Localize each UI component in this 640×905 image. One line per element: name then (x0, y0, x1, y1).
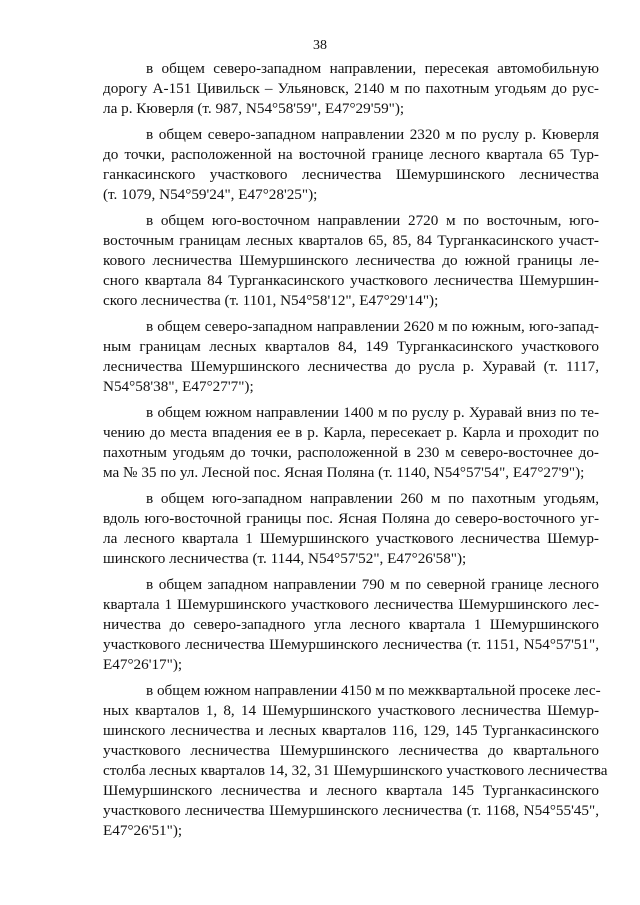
paragraph-1 (103, 59, 599, 119)
text-line: в общем южном направлении 1400 м по руслу р. Хуравай вниз по те- (146, 404, 599, 421)
text-line: в общем южном направлении 4150 м по межквартальной просеке лес- (146, 682, 601, 699)
paragraph-6 (103, 489, 599, 569)
text-line: ского лесничества (т. 1101, N54°58'12", E47°29'14"); (103, 292, 439, 309)
text-line: до точки, расположенной на восточной границе лесного квартала 65 Тур- (103, 146, 599, 163)
text-line: сного квартала 84 Турганкасинского участкового лесничества Шемуршин- (103, 272, 599, 289)
text-line: в общем северо-западном направлении 2320 м по руслу р. Кюверля (146, 126, 599, 143)
text-line: шинского лесничества и лесных кварталов 116, 129, 145 Турганкасинского (103, 722, 599, 739)
paragraph-8 (103, 681, 608, 841)
paragraph-2 (103, 125, 599, 205)
text-line: квартала 1 Шемуршинского участкового лесничества Шемуршинского лес- (103, 596, 599, 613)
text-line: в общем северо-западном направлении 2620 м по южным, юго-запад- (146, 318, 599, 335)
text-line: кового лесничества Шемуршинского лесничества до южной границы ле- (103, 252, 599, 269)
text-line: участкового лесничества Шемуршинского лесничества (т. 1151, N54°57'51", (103, 636, 599, 653)
text-line: в общем западном направлении 790 м по северной границе лесного (146, 576, 599, 593)
paragraph-7 (103, 575, 599, 675)
paragraph-4 (103, 317, 599, 397)
text-line: ганкасинского участкового лесничества Шемуршинского лесничества (103, 166, 599, 183)
text-line: ничества до северо-западного угла лесного квартала 1 Шемуршинского (103, 616, 599, 633)
text-line: чению до места впадения ее в р. Карла, пересекает р. Карла и проходит по (103, 424, 599, 441)
text-line: дорогу А-151 Цивильск – Ульяновск, 2140 м по пахотным угодьям до рус- (103, 80, 599, 97)
text-line: пахотным угодьям до точки, расположенной в 230 м северо-восточнее до- (103, 444, 599, 461)
text-line: лесничества Шемуршинского лесничества до русла р. Хуравай (т. 1117, (103, 358, 599, 375)
text-line: ла р. Кюверля (т. 987, N54°58'59", E47°29'59"); (103, 100, 405, 117)
text-line: в общем северо-западном направлении, пересекая автомобильную (146, 60, 599, 77)
text-line: участкового лесничества Шемуршинского лесничества (т. 1168, N54°55'45", (103, 802, 599, 819)
page-number: 38 (313, 38, 327, 53)
text-line: (т. 1079, N54°59'24", E47°28'25"); (103, 186, 318, 203)
text-line: Шемуршинского лесничества и лесного квартала 145 Турганкасинского (103, 782, 599, 799)
text-line: восточным границам лесных кварталов 65, 85, 84 Турганкасинского участ- (103, 232, 599, 249)
text-line: участкового лесничества Шемуршинского лесничества до квартального (103, 742, 599, 759)
text-line: N54°58'38", E47°27'7"); (103, 378, 254, 395)
text-line: ных кварталов 1, 8, 14 Шемуршинского участкового лесничества Шемур- (103, 702, 599, 719)
text-line: шинского лесничества (т. 1144, N54°57'52", E47°26'58"); (103, 550, 467, 567)
text-line: в общем юго-западном направлении 260 м по пахотным угодьям, (146, 490, 599, 507)
text-line: E47°26'17"); (103, 656, 183, 673)
body-text (103, 59, 608, 847)
paragraph-3 (103, 211, 599, 311)
text-line: ным границам лесных кварталов 84, 149 Турганкасинского участкового (103, 338, 599, 355)
text-line: E47°26'51"); (103, 822, 183, 839)
text-line: ма № 35 по ул. Лесной пос. Ясная Поляна (т. 1140, N54°57'54", E47°27'9"); (103, 464, 585, 481)
text-line: вдоль юго-восточной границы пос. Ясная Поляна до северо-восточного уг- (103, 510, 599, 527)
text-line: столба лесных кварталов 14, 32, 31 Шемуршинского участкового лесничества (103, 762, 608, 779)
text-line: в общем юго-восточном направлении 2720 м по восточным, юго- (146, 212, 599, 229)
text-line: ла лесного квартала 1 Шемуршинского участкового лесничества Шемур- (103, 530, 599, 547)
paragraph-5 (103, 403, 599, 483)
